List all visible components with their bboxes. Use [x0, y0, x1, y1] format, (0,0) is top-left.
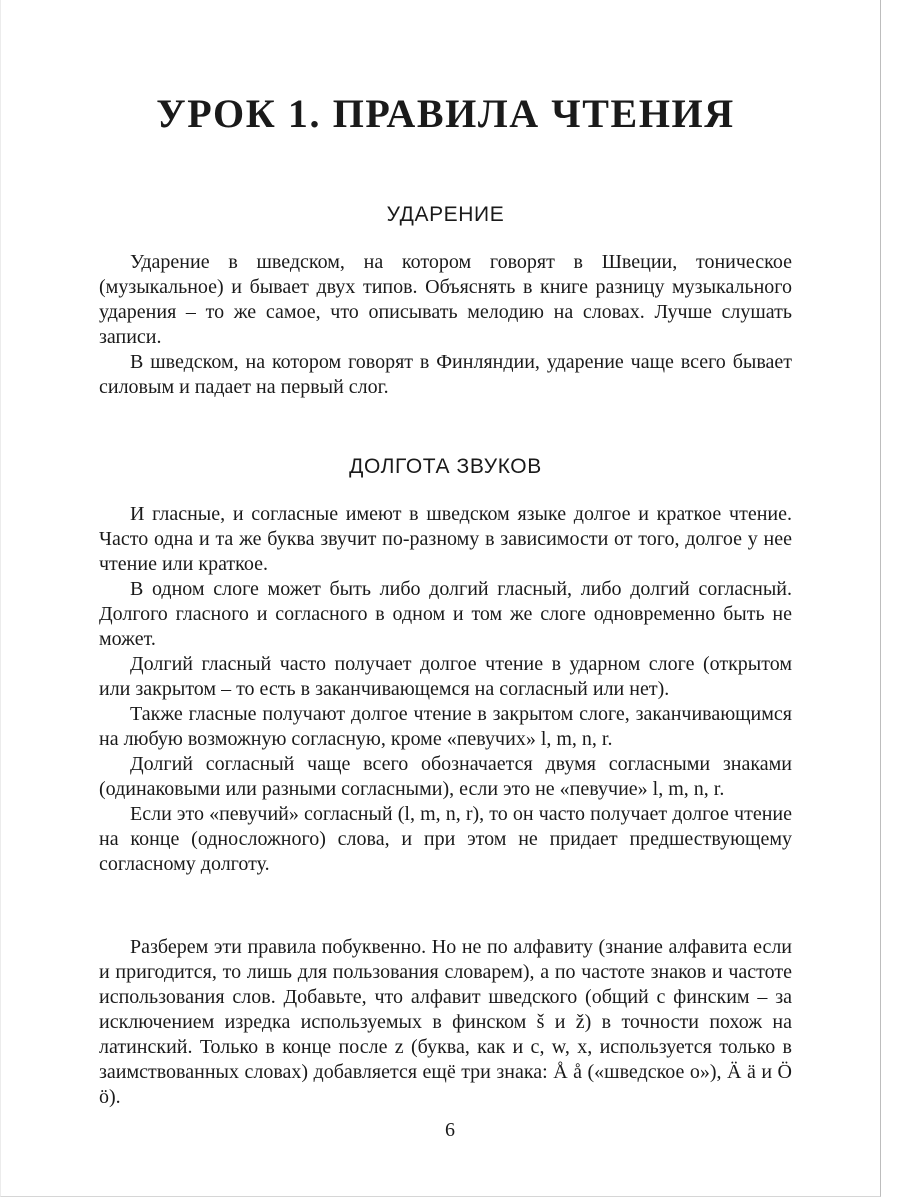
paragraph: Если это «певучий» согласный (l, m, n, r), то он часто получает долгое чтение на конце (односложного) слова, и при этом не придает предшествующему согласному долготу. — [99, 803, 792, 875]
section-alphabet-intro — [99, 935, 792, 1110]
section-sound-length — [99, 502, 792, 877]
paragraph: Разберем эти правила побуквенно. Но не по алфавиту (знание алфавита если и пригодится, то лишь для пользования словарем), а по частоте знаков и частоте использования слов. Добавьте, что алфавит шведского (общий с финским – за исключением изредка используемых в финском š и ž) в точности похож на латинский. Только в конце после z (буква, как и c, w, x, используется только в заимствованных словах) добавляется ещё три знака: Å å («шведское о»), Ä ä и Ö ö). — [99, 936, 792, 1108]
lesson-title: УРОК 1. ПРАВИЛА ЧТЕНИЯ — [156, 91, 735, 136]
paragraph: Долгий гласный часто получает долгое чтение в ударном слоге (открытом или закрытом – то есть в заканчивающемся на согласный или нет). — [99, 653, 792, 700]
page-number: 6 — [445, 1119, 455, 1141]
paragraph: Долгий согласный чаще всего обозначается двумя согласными знаками (одинаковыми или разными согласными), если это не «певучие» l, m, n, r. — [99, 753, 792, 800]
section-heading-sound-length: ДОЛГОТА ЗВУКОВ — [349, 455, 542, 478]
paragraph: В шведском, на котором говорят в Финляндии, ударение чаще всего бывает силовым и падает на первый слог. — [99, 351, 792, 398]
section-heading-stress: УДАРЕНИЕ — [386, 203, 505, 226]
paragraph: Ударение в шведском, на котором говорят в Швеции, тоническое (музыкальное) и бывает двух типов. Объяснять в книге разницу музыкального ударения – то же самое, что описывать мелодию на словах. Лучше слушать записи. — [99, 251, 792, 348]
paragraph: Также гласные получают долгое чтение в закрытом слоге, заканчивающимся на любую возможную согласную, кроме «певучих» l, m, n, r. — [99, 703, 792, 750]
page-content — [99, 86, 792, 1110]
section-stress — [99, 250, 792, 400]
paragraph: И гласные, и согласные имеют в шведском языке долгое и краткое чтение. Часто одна и та же буква звучит по-разному в зависимости от того, долгое у нее чтение или краткое. — [99, 503, 792, 575]
paragraph: В одном слоге может быть либо долгий гласный, либо долгий согласный. Долгого гласного и согласного в одном и том же слоге одновременно быть не может. — [99, 578, 792, 650]
